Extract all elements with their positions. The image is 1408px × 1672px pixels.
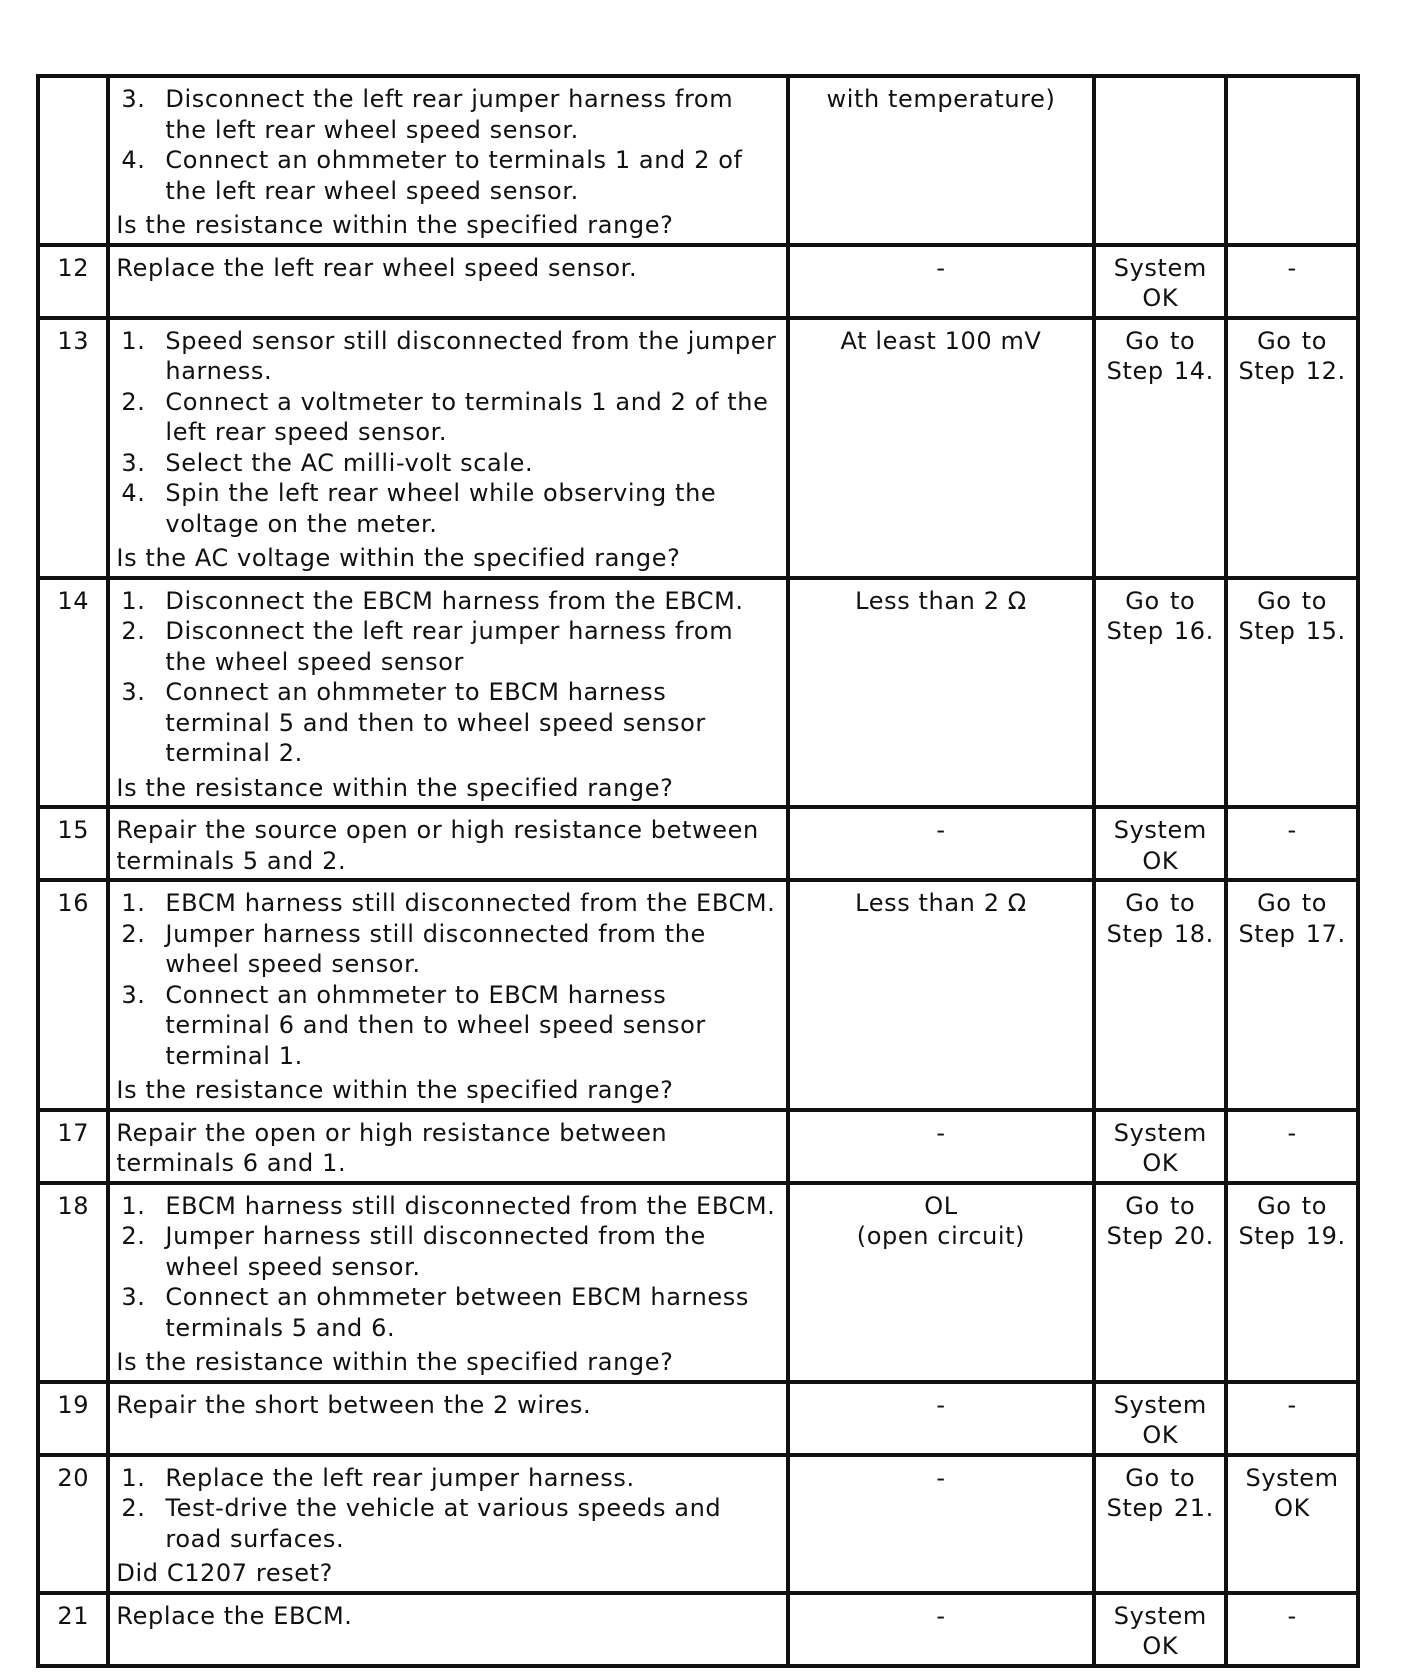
substep-number: 1. bbox=[121, 1463, 146, 1492]
substep-text: Connect an ohmmeter to EBCM harness terminal 6 and then to wheel speed sensor terminal 1. bbox=[165, 980, 706, 1070]
substep-text: Connect an ohmmeter to terminals 1 and 2 of the left rear wheel speed sensor. bbox=[165, 146, 743, 205]
value-cell-text: At least 100 mV bbox=[840, 326, 1042, 355]
step-question: Is the resistance within the specified range? bbox=[116, 211, 674, 239]
substep-number: 2. bbox=[121, 1494, 146, 1522]
value-cell-text: Less than 2 Ω bbox=[855, 889, 1027, 917]
substep-number: 1. bbox=[121, 586, 146, 615]
value-cell bbox=[788, 1593, 1095, 1666]
yes-cell bbox=[1094, 1593, 1226, 1666]
no-cell bbox=[1226, 76, 1358, 245]
yes-cell-text: System OK bbox=[1113, 253, 1207, 312]
no-cell bbox=[1226, 807, 1358, 880]
action-cell bbox=[108, 76, 787, 245]
yes-cell-text: System OK bbox=[1113, 1601, 1207, 1660]
step-number bbox=[38, 76, 108, 245]
value-cell-text: OL (open circuit) bbox=[856, 1191, 1026, 1250]
value-cell bbox=[788, 76, 1095, 245]
substep-text: Connect a voltmeter to terminals 1 and 2 of the left rear speed sensor. bbox=[165, 387, 769, 446]
action-cell bbox=[108, 318, 787, 578]
yes-cell bbox=[1094, 1183, 1226, 1382]
substep-number: 3. bbox=[121, 980, 146, 1009]
substep-item bbox=[116, 478, 779, 539]
value-cell-text: with temperature) bbox=[826, 85, 1056, 113]
substep-text: Replace the left rear jumper harness. bbox=[165, 1463, 635, 1492]
no-cell-text: - bbox=[1287, 816, 1297, 844]
no-cell bbox=[1226, 880, 1358, 1110]
substep-list bbox=[116, 888, 779, 1071]
substep-item bbox=[116, 387, 779, 448]
no-cell-text: - bbox=[1287, 1601, 1297, 1630]
table-row bbox=[38, 76, 1358, 245]
value-cell bbox=[788, 1455, 1095, 1593]
step-number: 16 bbox=[38, 880, 108, 1110]
action-text: Replace the EBCM. bbox=[116, 1601, 353, 1630]
substep-number: 3. bbox=[121, 678, 146, 706]
substep-item bbox=[116, 1221, 779, 1282]
value-cell bbox=[788, 245, 1095, 318]
no-cell-text: - bbox=[1287, 253, 1297, 282]
no-cell-text: System OK bbox=[1245, 1463, 1339, 1522]
value-cell bbox=[788, 807, 1095, 880]
yes-cell-text: System OK bbox=[1113, 1390, 1207, 1449]
yes-cell-text: Go to Step 21. bbox=[1106, 1463, 1214, 1522]
step-question: Did C1207 reset? bbox=[116, 1559, 334, 1587]
no-cell-text: - bbox=[1287, 1118, 1297, 1147]
table-row bbox=[38, 578, 1358, 808]
value-cell bbox=[788, 1110, 1095, 1183]
action-cell bbox=[108, 1110, 787, 1183]
yes-cell-text: Go to Step 16. bbox=[1106, 586, 1214, 645]
substep-number: 3. bbox=[121, 448, 146, 477]
no-cell-text: Go to Step 15. bbox=[1238, 586, 1346, 645]
substep-item bbox=[116, 1282, 779, 1343]
substep-number: 1. bbox=[121, 326, 146, 355]
no-cell bbox=[1226, 578, 1358, 808]
yes-cell bbox=[1094, 318, 1226, 578]
no-cell-text: Go to Step 12. bbox=[1238, 326, 1346, 385]
no-cell bbox=[1226, 318, 1358, 578]
action-text: Repair the short between the 2 wires. bbox=[116, 1390, 592, 1419]
value-cell bbox=[788, 318, 1095, 578]
yes-cell bbox=[1094, 1382, 1226, 1455]
substep-text: EBCM harness still disconnected from the EBCM. bbox=[165, 1191, 776, 1220]
no-cell bbox=[1226, 1110, 1358, 1183]
substep-number: 3. bbox=[121, 85, 146, 113]
action-cell bbox=[108, 245, 787, 318]
step-number: 17 bbox=[38, 1110, 108, 1183]
table-row bbox=[38, 1382, 1358, 1455]
value-cell-text: - bbox=[936, 816, 946, 844]
substep-list bbox=[116, 586, 779, 769]
substep-item bbox=[116, 1191, 779, 1222]
yes-cell-text: Go to Step 18. bbox=[1106, 889, 1214, 948]
table-row bbox=[38, 1110, 1358, 1183]
step-number: 14 bbox=[38, 578, 108, 808]
value-cell-text: - bbox=[936, 1118, 946, 1147]
action-cell bbox=[108, 807, 787, 880]
step-number: 13 bbox=[38, 318, 108, 578]
step-question: Is the resistance within the specified range? bbox=[116, 773, 674, 802]
substep-item bbox=[116, 1463, 779, 1494]
substep-text: EBCM harness still disconnected from the EBCM. bbox=[165, 889, 776, 917]
table-row bbox=[38, 807, 1358, 880]
substep-item bbox=[116, 448, 779, 479]
value-cell-text: - bbox=[936, 1601, 946, 1630]
no-cell-text: Go to Step 19. bbox=[1238, 1191, 1346, 1250]
substep-item bbox=[116, 145, 779, 206]
step-question: Is the resistance within the specified range? bbox=[116, 1348, 674, 1376]
yes-cell bbox=[1094, 1455, 1226, 1593]
yes-cell bbox=[1094, 76, 1226, 245]
table-row bbox=[38, 1183, 1358, 1382]
substep-number: 1. bbox=[121, 889, 146, 917]
substep-text: Spin the left rear wheel while observing the voltage on the meter. bbox=[165, 479, 717, 538]
yes-cell-text: Go to Step 20. bbox=[1106, 1191, 1214, 1250]
substep-number: 2. bbox=[121, 387, 146, 416]
step-question: Is the resistance within the specified range? bbox=[116, 1076, 674, 1104]
action-cell bbox=[108, 880, 787, 1110]
no-cell-text: - bbox=[1287, 1390, 1297, 1419]
table-row bbox=[38, 245, 1358, 318]
no-cell bbox=[1226, 1183, 1358, 1382]
action-text: Repair the open or high resistance between terminals 6 and 1. bbox=[116, 1118, 668, 1177]
substep-item bbox=[116, 888, 779, 919]
yes-cell bbox=[1094, 880, 1226, 1110]
step-number: 18 bbox=[38, 1183, 108, 1382]
no-cell-text: Go to Step 17. bbox=[1238, 889, 1346, 948]
step-number: 12 bbox=[38, 245, 108, 318]
substep-item bbox=[116, 84, 779, 145]
substep-text: Select the AC milli-volt scale. bbox=[165, 448, 534, 477]
substep-number: 2. bbox=[121, 1222, 146, 1250]
substep-list bbox=[116, 1463, 779, 1555]
substep-text: Jumper harness still disconnected from the wheel speed sensor. bbox=[165, 1222, 706, 1281]
substep-number: 1. bbox=[121, 1191, 146, 1220]
substep-text: Test-drive the vehicle at various speeds and road surfaces. bbox=[165, 1494, 722, 1553]
step-question: Is the AC voltage within the specified range? bbox=[116, 544, 681, 572]
substep-item bbox=[116, 326, 779, 387]
substep-number: 2. bbox=[121, 919, 146, 948]
yes-cell-text: System OK bbox=[1113, 816, 1207, 875]
action-cell bbox=[108, 1382, 787, 1455]
substep-item bbox=[116, 919, 779, 980]
value-cell-text: - bbox=[936, 1463, 946, 1492]
substep-text: Disconnect the left rear jumper harness from the wheel speed sensor bbox=[165, 617, 734, 676]
substep-text: Disconnect the EBCM harness from the EBCM. bbox=[165, 586, 744, 615]
substep-text: Disconnect the left rear jumper harness from the left rear wheel speed sensor. bbox=[165, 85, 734, 144]
substep-text: Speed sensor still disconnected from the jumper harness. bbox=[165, 326, 777, 385]
value-cell-text: - bbox=[936, 253, 946, 282]
action-cell bbox=[108, 578, 787, 808]
no-cell bbox=[1226, 1455, 1358, 1593]
action-text: Repair the source open or high resistance between terminals 5 and 2. bbox=[116, 816, 759, 875]
step-number: 21 bbox=[38, 1593, 108, 1666]
substep-number: 2. bbox=[121, 617, 146, 645]
substep-number: 4. bbox=[121, 146, 146, 174]
no-cell bbox=[1226, 1382, 1358, 1455]
substep-item bbox=[116, 677, 779, 769]
value-cell bbox=[788, 880, 1095, 1110]
substep-text: Connect an ohmmeter to EBCM harness terminal 5 and then to wheel speed sensor terminal 2. bbox=[165, 678, 706, 767]
yes-cell-text: System OK bbox=[1113, 1118, 1207, 1177]
yes-cell bbox=[1094, 245, 1226, 318]
step-number: 15 bbox=[38, 807, 108, 880]
action-text: Replace the left rear wheel speed sensor. bbox=[116, 253, 638, 282]
substep-item bbox=[116, 586, 779, 617]
yes-cell bbox=[1094, 1110, 1226, 1183]
table-row bbox=[38, 318, 1358, 578]
substep-list bbox=[116, 1191, 779, 1344]
no-cell bbox=[1226, 245, 1358, 318]
value-cell bbox=[788, 1183, 1095, 1382]
action-cell bbox=[108, 1455, 787, 1593]
substep-item bbox=[116, 980, 779, 1072]
value-cell-text: Less than 2 Ω bbox=[855, 586, 1027, 615]
substep-number: 4. bbox=[121, 479, 146, 507]
substep-text: Jumper harness still disconnected from the wheel speed sensor. bbox=[165, 919, 706, 978]
yes-cell-text: Go to Step 14. bbox=[1106, 326, 1214, 385]
value-cell bbox=[788, 578, 1095, 808]
substep-item bbox=[116, 616, 779, 677]
substep-list bbox=[116, 326, 779, 540]
yes-cell bbox=[1094, 807, 1226, 880]
table-row bbox=[38, 1593, 1358, 1666]
step-number: 19 bbox=[38, 1382, 108, 1455]
table-row bbox=[38, 880, 1358, 1110]
step-number: 20 bbox=[38, 1455, 108, 1593]
value-cell bbox=[788, 1382, 1095, 1455]
diagnostic-table bbox=[36, 74, 1360, 1668]
action-cell bbox=[108, 1183, 787, 1382]
table-row bbox=[38, 1455, 1358, 1593]
substep-list bbox=[116, 84, 779, 206]
yes-cell bbox=[1094, 578, 1226, 808]
diagnostic-table-body bbox=[38, 76, 1358, 1666]
substep-text: Connect an ohmmeter between EBCM harness terminals 5 and 6. bbox=[165, 1283, 749, 1342]
substep-number: 3. bbox=[121, 1283, 146, 1311]
substep-item bbox=[116, 1493, 779, 1554]
value-cell-text: - bbox=[936, 1390, 946, 1419]
no-cell bbox=[1226, 1593, 1358, 1666]
action-cell bbox=[108, 1593, 787, 1666]
